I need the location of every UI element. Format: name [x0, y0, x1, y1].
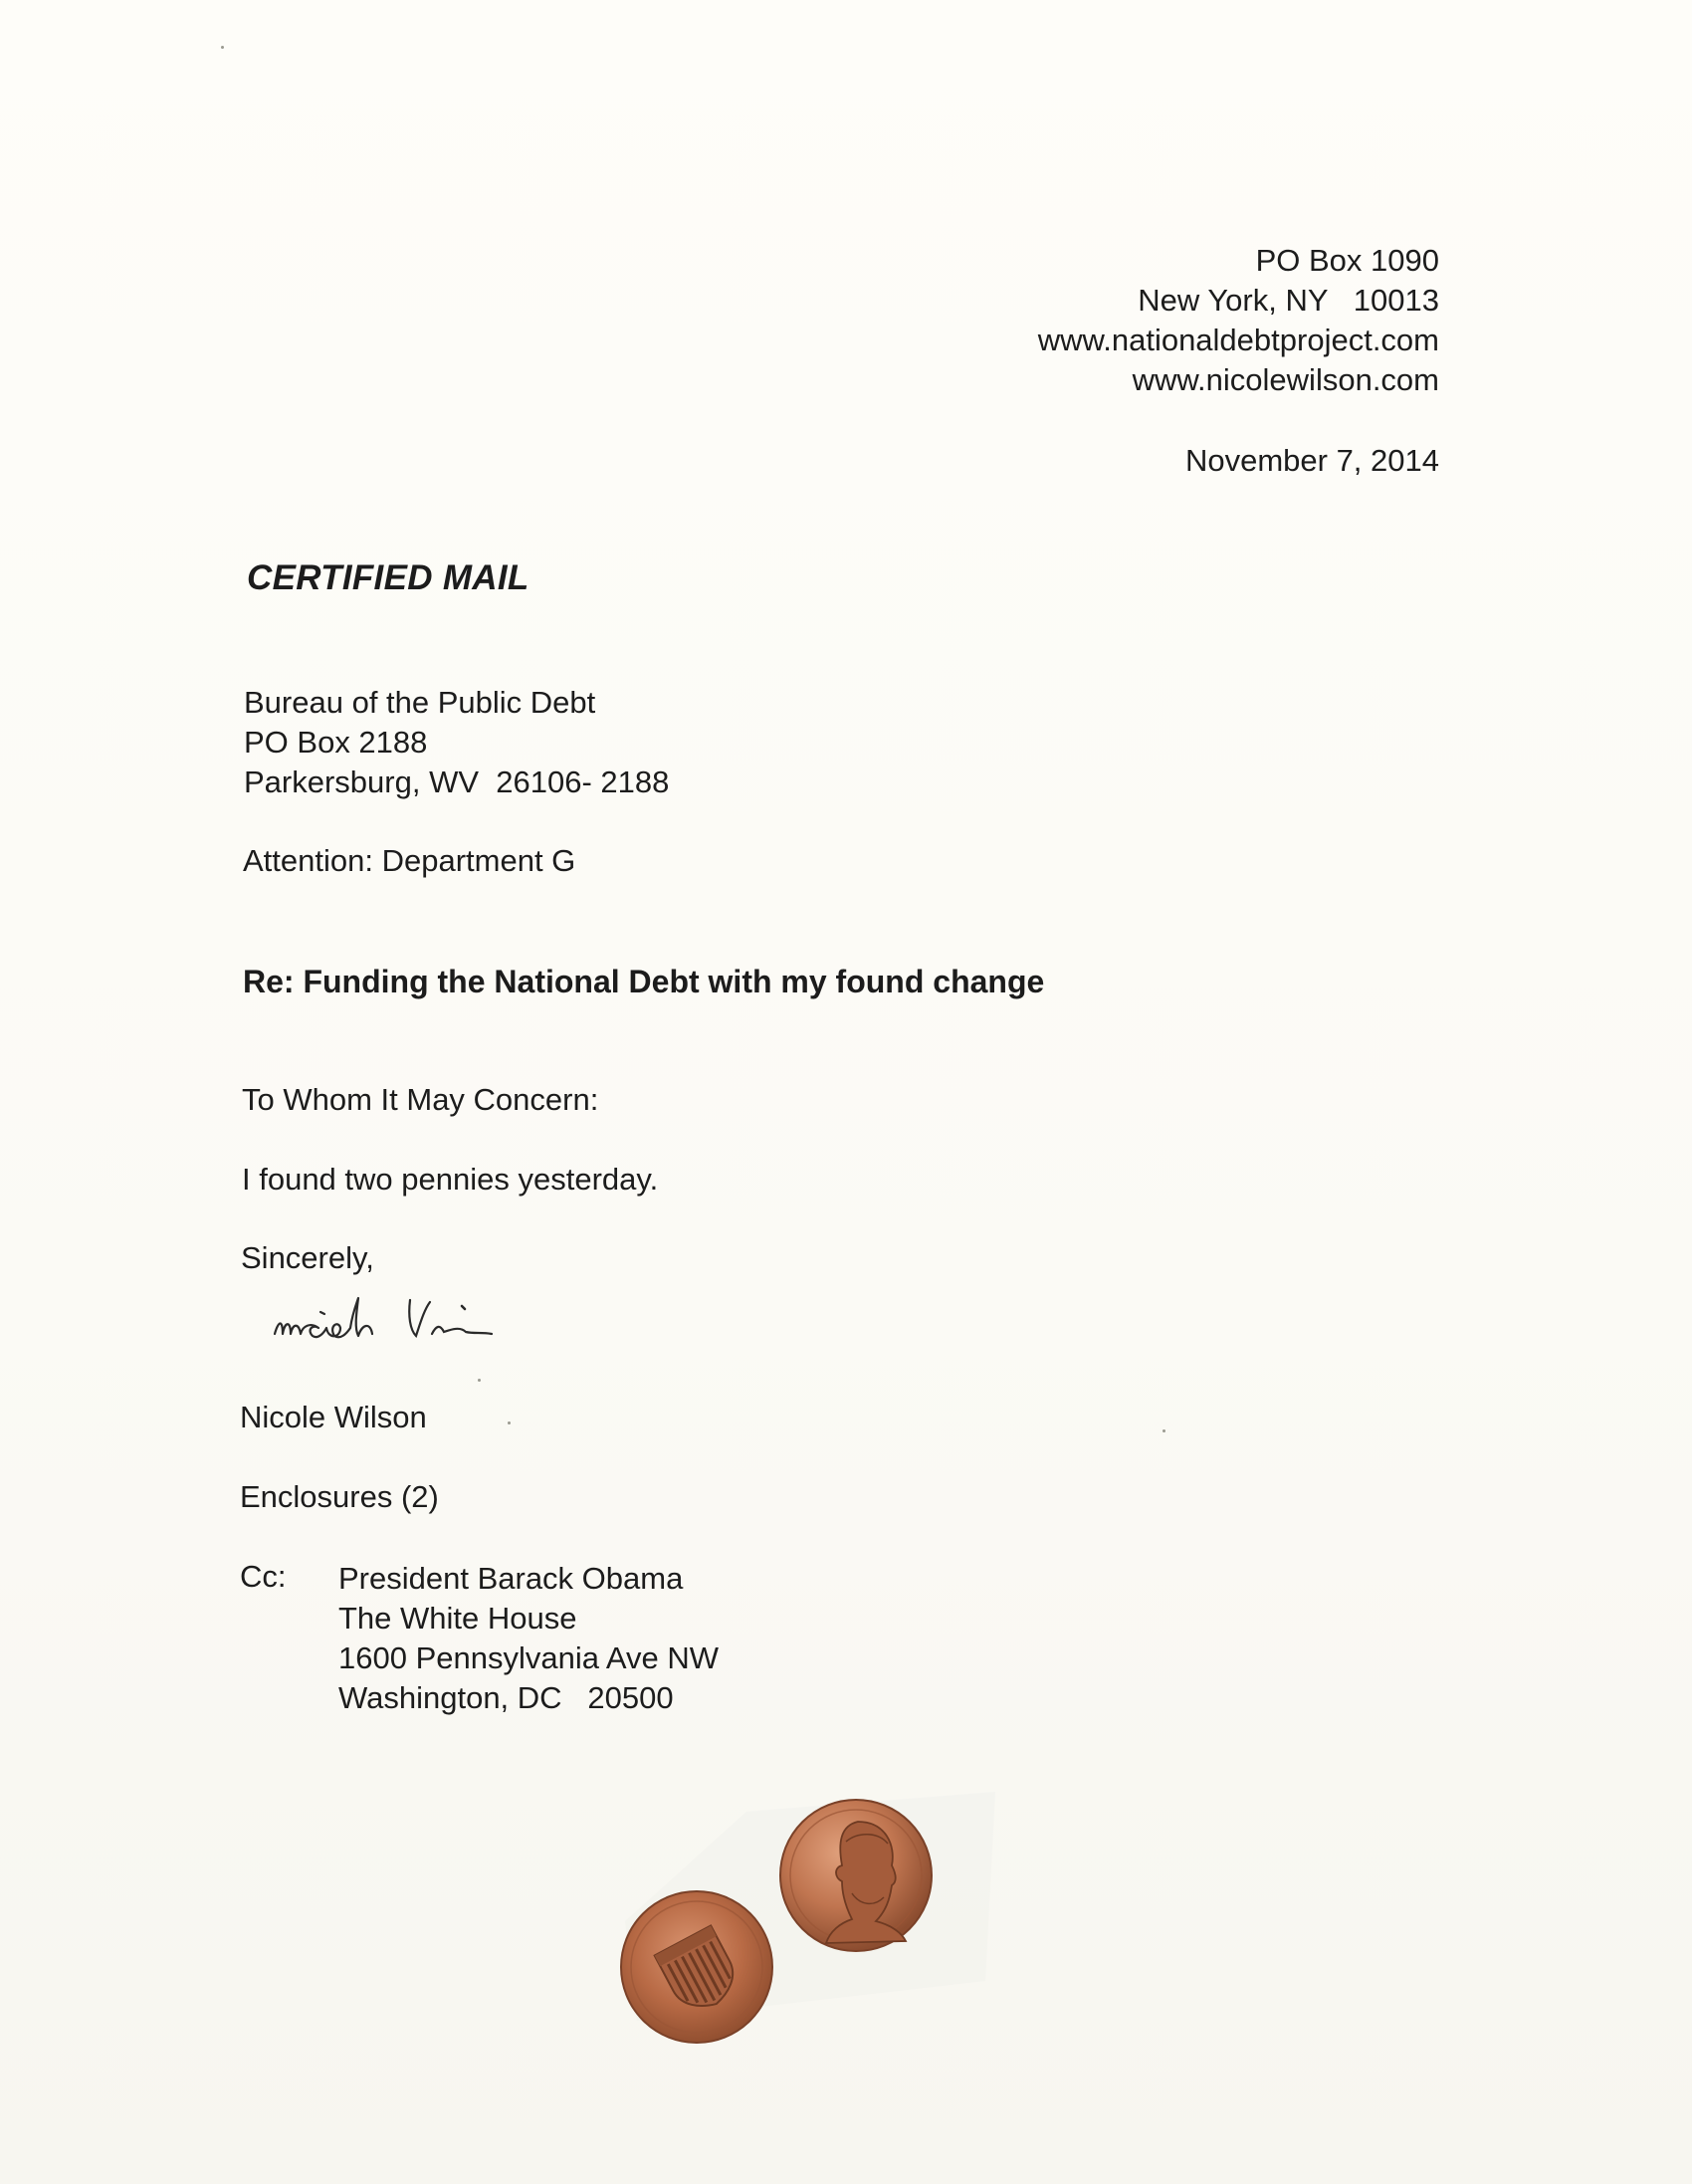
recipient-line: PO Box 2188	[244, 725, 428, 760]
penny-reverse-icon	[621, 1891, 772, 2043]
cc-line: 1600 Pennsylvania Ave NW	[338, 1640, 719, 1675]
recipient-line: Parkersburg, WV 26106- 2188	[244, 764, 670, 799]
cc-line: President Barack Obama	[338, 1561, 684, 1596]
sender-website-link[interactable]: www.nicolewilson.com	[1132, 362, 1439, 397]
letter-body: I found two pennies yesterday.	[242, 1162, 659, 1197]
cc-line: The White House	[338, 1601, 577, 1636]
sender-address	[1038, 241, 1439, 400]
closing: Sincerely,	[241, 1240, 374, 1275]
subject-line: Re: Funding the National Debt with my found change	[243, 964, 1045, 999]
enclosures-note: Enclosures (2)	[240, 1479, 439, 1514]
certified-mail-heading: CERTIFIED MAIL	[247, 558, 529, 597]
recipient-address	[244, 683, 669, 802]
enclosed-pennies	[597, 1782, 995, 2071]
letter-date: November 7, 2014	[1184, 443, 1439, 478]
paper-speck	[508, 1421, 511, 1424]
cc-line: Washington, DC 20500	[338, 1680, 674, 1715]
sender-line: PO Box 1090	[1255, 243, 1439, 278]
attention-line: Attention: Department G	[243, 843, 576, 878]
sender-website-link[interactable]: www.nationaldebtproject.com	[1037, 323, 1439, 357]
paper-speck	[478, 1379, 481, 1382]
penny-obverse-icon	[780, 1800, 932, 1951]
sender-line: New York, NY 10013	[1138, 283, 1439, 318]
signature-icon	[261, 1284, 599, 1364]
paper-speck	[1163, 1429, 1165, 1432]
cc-label: Cc:	[240, 1559, 287, 1594]
salutation: To Whom It May Concern:	[242, 1082, 599, 1117]
cc-address	[338, 1559, 719, 1718]
signer-name: Nicole Wilson	[240, 1400, 427, 1434]
recipient-line: Bureau of the Public Debt	[244, 685, 596, 720]
paper-speck	[221, 46, 224, 49]
